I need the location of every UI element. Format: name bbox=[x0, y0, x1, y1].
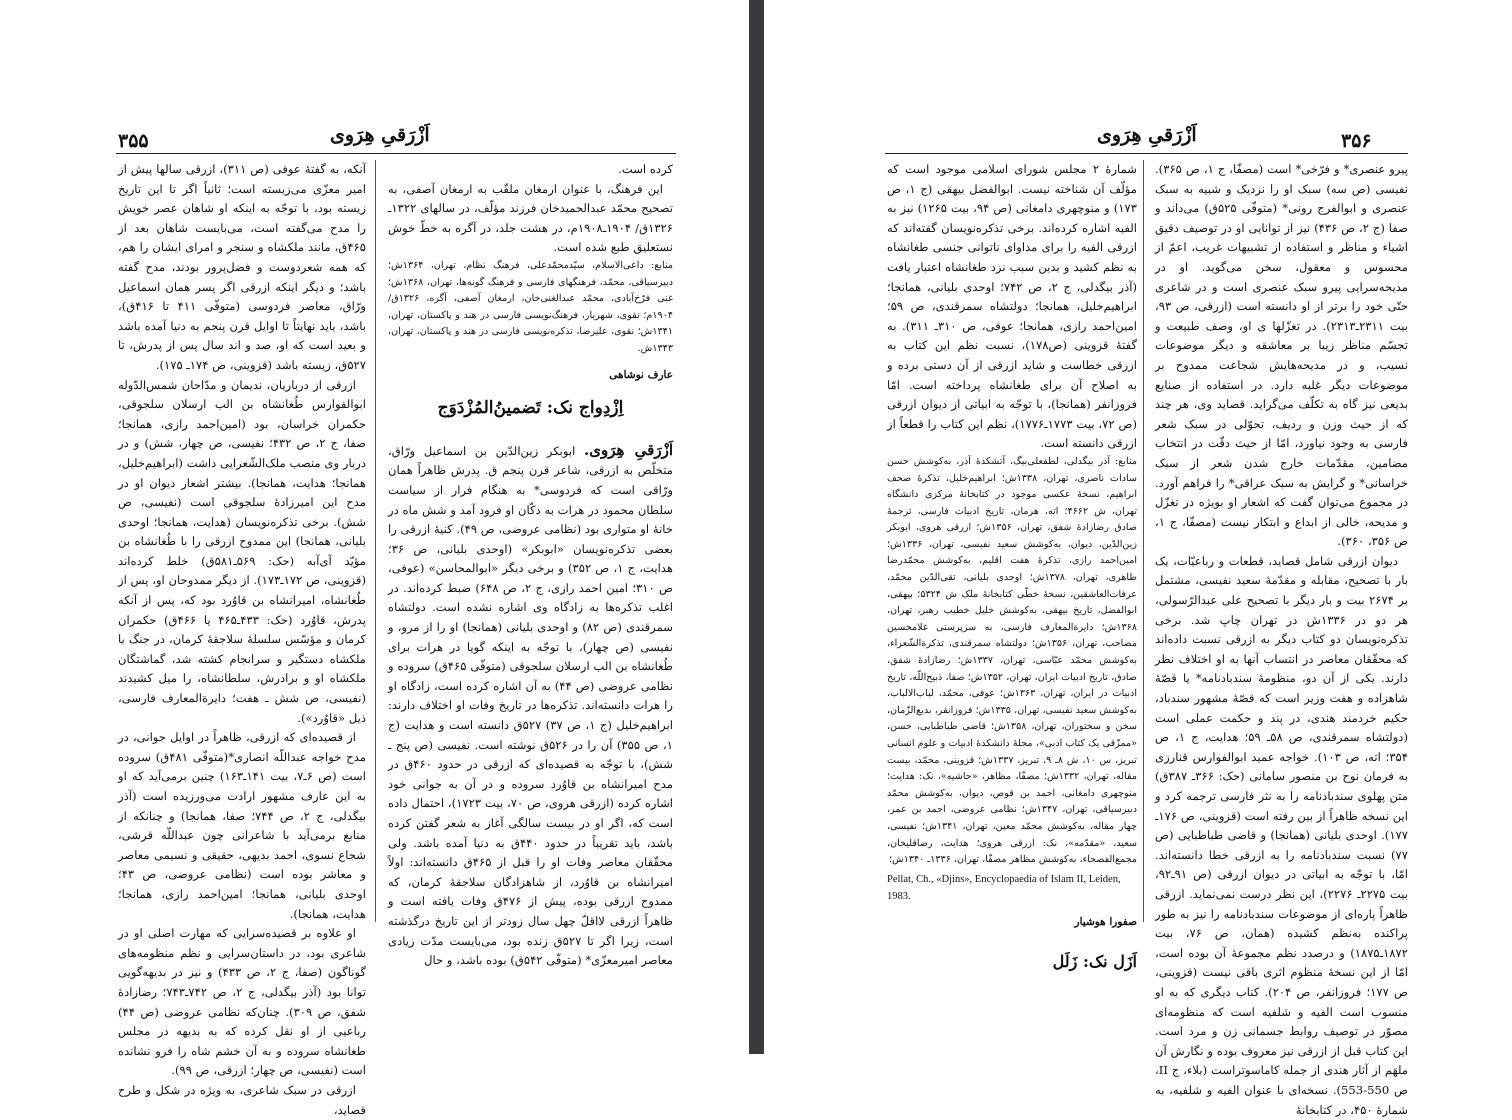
cross-reference-entry: اَزَل نک: زَلَل bbox=[1052, 952, 1137, 972]
paragraph: این فرهنگ، با عنوان ارمغان ملقّب به ارمغان آصفی، به تصحیح محمّد عبدالحمیدخان فرزند مؤلّف، در سالهای ۱۳۲۲ـ ۱۳۲۶ق/ ۱۹۰۴ـ۱۹۰۸م، در هشت جلد، در آگره به خطّ خوش نستعلیق طبع شده است. bbox=[388, 181, 674, 255]
sources: منابع: داعی‌الاسلام، سیّدمحمّدعلی، فرهنگ نظام، تهران، ۱۳۶۴ش؛ دبیرسیاقی، محمّد، فرهنگهای فارسی و فرهنگ گونه‌ها، تهران، ۱۳۶۸ش؛ غنی فرّخ‌آبادی، محمّد عبدالغنی‌خان، ارمغان آصفی، آگره، ۱۳۲۶ق/ ۱۹۰۴م؛ نقوی، شهریار، فرهنگ‌نویسی فارسی در هند و پاکستان، تهران، ۱۳۴۱ش؛ نقوی، علیرضا، تذکره‌نویسی فارسی در هند و پاکستان، تهران، ۱۳۴۳ش. bbox=[388, 259, 673, 354]
paragraph: ابوبکر زین‌الدّین بن اسماعیل ورّاق، متخلّص به ازرقی، شاعر قرن پنجم ق. پدرش ظاهراً همان ورّاقی است که فردوسی* به هنگام فرار از سیاست سلطان محمود در هرات به دکّان او فرود آمد و شش ماه در خانهٔ او متواری بود (نظامی عروضی، ص ۴۹). کنیهٔ ازرقی را بعضی تذکره‌نویسان «ابوبکر» (اوحدی بلیانی، ص ۳۶؛ هدایت، ج ۱، ص ۳۵۲) و برخی دیگر «ابوالمحاسن» (عوفی، ص ۳۱۰؛ امین احمد رازی، ج ۲، ص ۶۴۸) ضبط کرده‌اند. در اغلب تذکره‌ها به زادگاه وی اشاره نشده است. دولتشاه سمرقندی (ص ۸۲) و اوحدی بلیانی (همانجا) او را از مرو، و نفیسی (ص چهار)، با توجّه به اینکه گویا در هرات برای طُغانشاه بن الب ارسلان سلجوقی (متوفّی ۴۶۵ق) سروده و نظامی عروضی (ص ۴۴) به آن اشاره کرده است، زادگاه او را هرات دانسته‌اند. تذکره‌ها در تاریخ وفات او اختلاف دارند: ابراهیم‌خلیل (ج ۱، ص ۳۷) ۵۲۷ق دانسته است و هدایت (ج ۱، ص ۳۵۵) آن را در ۵۲۶ق نوشته است. نفیسی (ص پنج ـ شش)، با توجّه به قصیده‌ای که ازرقی در حدود ۴۶۰ق در مدح امیرانشاه بن قاوُرد سروده و در آن به جوانی خود اشاره کرده (ازرقی هروی، ص ۷۰، بیت ۱۷۲۳)، احتمال داده است که، اگر او در بیست سالگی آغاز به شعر گفتن کرده باشد، باید تقریباً در حدود ۴۴۰ق به دنیا آمده باشد. ولی محقّقان معاصر وفات او را قبل از ۴۶۵ق دانسته‌اند: اولاً امیرانشاه بن قاوُرد، از شاهزادگان سلاجقهٔ کرمان، که ممدوح ازرقی بوده، پیش از ۴۷۶ق وفات یافته است و ظاهراً ازرقی لااقلّ چهل سال زودتر از این تاریخ درگذشته است، زیرا اگر تا ۵۲۷ق زنده بود، می‌بایست مدّت زیادی معاصر امیرمعزّی* (متوفّی ۵۴۲ق) بوده باشد، و حال bbox=[388, 443, 674, 968]
cross-reference-entry: اِزْدِواج نک: تَضمینُ‌المُزْدَوَج bbox=[437, 398, 624, 419]
paragraph: دیوان ازرقی شامل قصاید، قطعات و رباعیّات، یک بار با تصحیح، مقابله و مقدّمهٔ سعید نفیسی، مشتمل بر ۲۶۷۴ بیت و بار دیگر با تصحیح علی عبدالرّسولی، هر دو در ۱۳۳۶ش در تهران چاپ شد. برخی تذکره‌نویسان دو کتاب دیگر به ازرقی نسبت داده‌اند که محقّقان معاصر در انتساب آنها به او اختلاف نظر دارند. یکی از آن دو، منظومهٔ سندبادنامه* یا قصّهٔ شاهزاده و هفت وزیر است که قصّهٔ مشهور سندباد، حکیم خردمند هندی، در پند و حکمت عملی است (دولتشاه سمرقندی، ص ۵۸ـ ۵۹؛ هدایت، ج ۱، ص ۳۵۴؛ اته، ص ۱۰۳). خواجه عمید ابوالفوارس قنارزی به فرمان نوح بن منصور سامانی (حک: ۳۶۶ـ ۳۸۷ق) متن پهلوی سندبادنامه را به نثر فارسی ترجمه کرد و این نسخه ظاهراً از بین رفته است (قزوینی، ص ۱۷۶ـ ۱۷۷). اوحدی بلیانی (همانجا) و قاضی طباطبایی (ص ۷۷) نسبت سندبادنامه را به ازرقی خطا دانسته‌اند. امّا، با توجّه به ابیاتی در دیوان ازرقی (ص ۹۱ـ۹۲، بیت ۲۲۷۵ـ ۲۲۷۶)، این نظر درست نمی‌نماید. ازرقی ظاهراً پاره‌ای از موضوعات سندبادنامه را نیز به طور پراکنده به‌نظم کشیده (همان، ص ۷۶، بیت ۱۸۷۲ـ۱۸۷۵) و درصدد نظم مجموعهٔ آن بوده است، امّا از این نسخهٔ منظوم اثری باقی نیست (قزوینی، ص ۱۷۷؛ فروزانفر، ص ۲۰۴). کتاب دیگری که به او منسوب است الفیه و شلفیه است که منظومه‌ای مصوّر در توصیف روابط جسمانی زن و مرد است. این کتاب قبل از ازرقی نیز معروف بوده و نگارش آن ملهَم از آثار هندی از جمله کاماسوتراست (بلاء، ج II، ص 550-553). نسخه‌ای با عنوان الفیه و شلفیه، به شمارهٔ ۴۵۰، در کتابخانهٔ bbox=[1155, 553, 1408, 1117]
column-divider bbox=[1143, 160, 1144, 922]
paragraph: ازرقی در سبک شاعری، به ویژه در شکل و طرح قصاید، bbox=[118, 1082, 366, 1117]
running-title: اَزْرَقیِ هِرَوی bbox=[330, 124, 430, 146]
book-gutter bbox=[749, 0, 764, 1054]
header-rule bbox=[885, 153, 1408, 154]
paragraph: ازرقی از درباریان، ندیمان و مدّاحان شمس‌الدّوله ابوالفوارس طُغانشاه بن الب ارسلان سلجوقی، حکمران خراسان، بود (امین‌احمد رازی، همانجا؛ صفا، ج ۲، ص ۴۳۲؛ نفیسی، ص چهار، شش) و در دربار وی منصب ملک‌الشّعرایی داشت (ابراهیم‌خلیل، همانجا؛ هدایت، همانجا). بیشتر اشعار دیوان او در مدح این امیرزادهٔ سلجوقی است (نفیسی، ص شش). برخی تذکره‌نویسان (هدایت، همانجا؛ اوحدی بلیانی، همانجا) این ممدوح ازرقی را با طُغانشاه بن مؤیّد آی‌آبه (حک: ۵۶۹ـ۵۸۱ق) خلط کرده‌اند (قزوینی، ص ۱۷۲ـ۱۷۳). از دیگر ممدوحان او، پس از طُغانشاه، امیرانشاه بن قاوُرد بود که، پس از آنکه پدرش، قاوُرد (حک: ۴۳۳ـ۴۶۵ یا ۴۶۶ق) حکمران کرمان و مؤسّس سلسلهٔ سلاجقهٔ کرمان، در جنگ با ملکشاه دستگیر و سرانجام کشته شد، گماشتگان ملکشاه او و برادرش، سلطانشاه، را میل کشیدند (نفیسی، ص شش ـ هفت؛ دایرةالمعارف فارسی، ذیل «قاوُرد»). bbox=[118, 377, 366, 725]
column-right bbox=[388, 160, 674, 968]
headword: اَزْرَقیِ هِرَوی. bbox=[584, 440, 673, 459]
paragraph: آنکه، به گفتهٔ عوفی (ص ۳۱۱)، ازرقی سالها پیش از امیر معزّی می‌زیسته است؛ ثانیاً اگر تا این تاریخ زیسته بود، با توجّه به اینکه او شاهان عصر خویش را مدح می‌گفته است، می‌بایست شاهان بعد از ۴۶۵ق، مانند ملکشاه و سنجر و امرای ایشان را هم، که همه شعردوست و فضل‌پرور بودند، مدح گفته باشد؛ و دیگر اینکه ازرقی اگر پسر همان اسماعیل ورّاق، معاصر فردوسی (متوفّی ۴۱۱ تا ۴۱۶ق)، باشد، باید نهایتاً تا اوایل قرن پنجم به دنیا آمده باشد و بعید است که او، صد و اند سال پس از پدرش، تا ۵۲۷ق، زیسته باشد (قزوینی، ص ۱۷۴ـ ۱۷۵). bbox=[118, 162, 366, 372]
author-signature: صفورا هوشیار bbox=[1074, 915, 1137, 928]
header-rule bbox=[116, 153, 676, 154]
right-page bbox=[764, 0, 1512, 1117]
paragraph: از قصیده‌ای که ازرقی، ظاهراً در اوایل جوانی، در مدح خواجه عبداللّه انصاری*(متوفّی ۴۸۱ق) سروده است (ص ۶ـ۷، بیت ۱۴۱ـ۱۶۳) چنین برمی‌آید که او به این عارف مشهور ارادت می‌ورزیده است (آذر بیگدلی، ج ۲، ص ۷۴۴؛ صفا، همانجا) و چنانکه از منابع برمی‌آید با شاعرانی چون عبداللّه قرشی، شجاع نسوی، احمد بدیهی، حقیقی و نسیمی معاصر و معاشر بوده است (نظامی عروضی، ص ۴۳؛ اوحدی بلیانی، همانجا؛ امین‌احمد رازی، همانجا؛ هدایت، همانجا). bbox=[118, 730, 366, 921]
page-number: ۳۵۵ bbox=[118, 130, 149, 152]
paragraph: شمارهٔ ۲ مجلس شورای اسلامی موجود است که مؤلّف آن شناخته نیست. ابوالفضل بیهقی (ج ۱، ص ۱۷۳) و منوچهری دامغانی (ص ۹۴، بیت ۱۲۶۵) نیز به الفیه اشاره کرده‌اند. برخی تذکره‌نویسان گفته‌اند که ازرقی الفیه را برای مداوای ناتوانی جنسی طغانشاه به نظم کشید و بدین سبب نزد طغانشاه اعتبار یافت (آذر بیگدلی، ج ۲، ص ۷۴۲؛ اوحدی بلیانی، همانجا؛ ابراهیم‌خلیل، همانجا؛ دولتشاه سمرقندی، ص ۵۹؛ امین‌احمد رازی، همانجا؛ عوفی، ص ۳۱۰ـ ۳۱۱). به گفتهٔ قزوینی (ص۱۷۸)، نسبت نظم این کتاب به ازرقی خطاست و شاید ازرقی از آن دستی برده و به اصلاح آن برای طغانشاه پرداخته است. امّا فروزانفر (همانجا)، با توجّه به ابیاتی از دیوان ازرقی (ص ۷۲، بیت ۱۷۷۳ـ۱۷۷۶)، نظم این کتاب را قطعاً از ازرقی دانسته است. bbox=[887, 162, 1138, 451]
page-number: ۳۵۶ bbox=[1341, 130, 1372, 152]
column-left bbox=[118, 160, 366, 1117]
author-signature: عارف نوشاهی bbox=[609, 368, 673, 381]
paragraph: پیرو عنصری* و فرّخی* است (مصفّا، ج ۱، ص ۳۶۵). نفیسی (ص سه) سبک او را نزدیک و شبیه به سبک عنصری و ابوالفرج رونی* (متوفّی ۵۲۵ق) می‌داند و صفا (ج ۲، ص ۴۳۶) نیز از توانایی او در توصیف دقیق اشیاء و مناظر و استفاده از تشبیهات غریب، اعمّ از محسوس و معقول، سخن می‌گوید. او در مدیحه‌سرایی پیرو سبک عنصری است و در شاعری حتّی خود را برتر از او دانسته است (ازرقی، ص ۹۳، بیت ۲۳۱۱ـ۲۳۱۳). در تغزّلها ی او، وصف طبیعت و تجسّم مناظر زیبا بر معاشقه و دیگر موضوعات نسیب، و در مدیحه‌هایش شجاعت ممدوح بر موضوعات دیگر غلبه دارد. در استفاده از صنایع بدیعی نیز گاه به تکلّف می‌گراید. قصاید وی، هر چند که از حیث وزن و ردیف، تحوّلی در سبک شعر فارسی به وجود نیاورد، امّا از حیث دقّت در انتخاب مضامین، مقدّمات خارج شدن شعر از سبک خراسانی* و گرایش به سبک عراقی* را فراهم آورد. در مجموع می‌توان گفت که اشعار او بویژه در تغزّل و مدیحه، خالی از ابداع و ابتکار نیست (مصفّا، ج ۱، ص ۳۵۶، ۳۶۰). bbox=[1155, 162, 1409, 549]
latin-reference: Pellat, Ch., «Djins», Encyclopaedia of Islam II, Leiden, 1983. bbox=[887, 873, 1121, 902]
paragraph: کرده است. bbox=[618, 162, 673, 176]
paragraph: او علاوه بر قصیده‌سرایی که مهارت اصلی او در شاعری بود، در داستان‌سرایی و نظم منظومه‌های گوناگون (صفا، ج ۲، ص ۴۳۳) و نیز در بدیهه‌گویی توانا بود (آذر بیگدلی، ج ۲، ص ۷۴۲ـ۷۴۳؛ رضازادهٔ شفق، ص ۳۰۹). چنان‌که نظامی عروضی (ص ۴۴) رباعیی از او نقل کرده که به بدیهه در مجلس طغانشاه سروده و به آن خشم شاه را فرو نشانده است (نفیسی، ص چهار؛ ازرقی، ص ۹۹). bbox=[118, 926, 366, 1078]
running-title: اَزْرَقیِ هِرَوی bbox=[1097, 124, 1197, 146]
column-left bbox=[887, 160, 1138, 972]
sources: منابع: آذر بیگدلی، لطفعلی‌بیگ، آتشکدهٔ آذر، به‌کوشش حسن سادات ناصری، تهران، ۱۳۳۸ش؛ ابراهیم‌خلیل، تذکرهٔ صحف ابراهیم، نسخهٔ عکسی موجود در کتابخانهٔ مرکزی دانشگاه تهران، ش ۴۶۶۲؛ اته، هرمان، تاریخ ادبیات فارسی، ترجمهٔ صادق رضازادهٔ شفق، تهران، ۱۳۵۶ش؛ ازرقی هروی، ابوبکر زین‌الدّین، دیوان، به‌کوشش سعید نفیسی، تهران، ۱۳۳۶ش؛ امین‌احمد رازی، تذکرهٔ هفت اقلیم، به‌کوشش محمّدرضا طاهری، تهران، ۱۳۷۸ش؛ اوحدی بلیانی، تقی‌الدّین محمّد، عرفات‌العاشقین، نسخهٔ خطّی کتابخانهٔ ملک ش ۵۳۲۴؛ بیهقی، ابوالفضل، تاریخ بیهقی، به‌کوشش خلیل خطیب رهبر، تهران، ۱۳۶۸ش؛ دایرةالمعارف فارسی، به سرپرستی غلامحسین مصاحب، تهران، ۱۳۵۶ش؛ دولتشاه سمرقندی، تذکرةالشّعراء، به‌کوشش محمّد عبّاسی، تهران، ۱۳۳۷ش؛ رضازادهٔ شفق، صادق، تاریخ ادبیات ایران، تهران، ۱۳۵۲ش؛ صفا، ذبیح‌اللّه، تاریخ ادبیات در ایران، تهران، ۱۳۶۳ش؛ عوفی، محمّد، لباب‌الالباب، به‌کوشش سعید نفیسی، تهران، ۱۳۳۵ش؛ فروزانفر، بدیع‌الزّمان، سخن و سخنوران، تهران، ۱۳۵۸ش؛ قاضی طباطبایی، حسن، «ممزّقی یک کتاب ادبی»، مجلهٔ دانشکدهٔ ادبیات و علوم انسانی تبریز، س ۱۰، ش ۸ـ ۹، تبریز، ۱۳۳۷ش؛ قزوینی، محمّد، بیست مقاله، تهران، ۱۳۳۲ش؛ مصفّا، مظاهر، «حاشیه»، نک: هدایت؛ منوچهری دامغانی، احمد بن قوص، دیوان، به‌کوشش محمّد دبیرسیاقی، تهران، ۱۳۴۷ش؛ نظامی عروضی، احمد بن عمر، چهار مقاله، به‌کوشش محمّد معین، تهران، ۱۳۴۱ش؛ نفیسی، سعید، «مقدّمه»، نک: ازرقی هروی؛ هدایت، رضاقلیخان، مجمع‌الفصحاء، به‌کوشش مظاهر مصفّا، تهران، ۱۳۳۶ـ ۱۳۴۰ش؛ bbox=[887, 455, 1138, 866]
left-page bbox=[0, 0, 749, 1117]
column-divider bbox=[375, 160, 376, 922]
column-right bbox=[1155, 160, 1409, 1117]
